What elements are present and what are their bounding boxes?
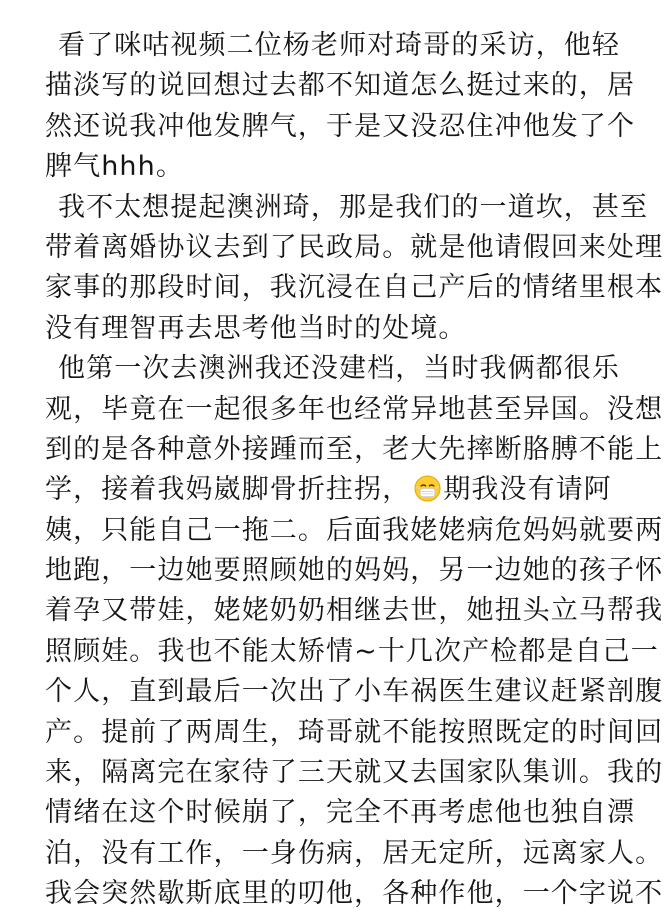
paragraph-3-line-5: 姨，只能自己一拖二。后面我姥姥病危妈妈就要两 — [45, 514, 664, 546]
paragraph-1-line-3: 然还说我冲他发脾气，于是又没忍住冲他发了个 — [45, 110, 636, 142]
paragraph-3-line-4-text-b: 期我没有请阿 — [443, 474, 612, 506]
paragraph-2-line-1: 我不太想提起澳洲琦，那是我们的一道坎，甚至 — [58, 191, 649, 223]
paragraph-1-line-2: 描淡写的说回想过去都不知道怎么挺过来的，居 — [45, 70, 636, 102]
paragraph-3-line-4-text-a: 学，接着我妈崴脚骨折拄拐， — [45, 474, 411, 506]
paragraph-3-line-13: 泊，没有工作，一身伤病，居无定所，远离家人。 — [45, 837, 664, 869]
paragraph-3-line-14: 我会突然歇斯底里的叨他，各种作他，一个字说不 — [45, 878, 664, 910]
paragraph-3-line-11: 来，隔离完在家待了三天就又去国家队集训。我的 — [45, 757, 664, 789]
paragraph-3-line-1: 他第一次去澳洲我还没建档，当时我俩都很乐 — [58, 353, 620, 385]
paragraph-3-line-4 — [45, 470, 639, 510]
paragraph-2-line-4: 没有理智再去思考他当时的处境。 — [45, 312, 467, 344]
paragraph-3-line-3: 到的是各种意外接踵而至，老大先摔断胳膊不能上 — [45, 433, 664, 465]
mask-face-emoji-icon — [414, 475, 441, 502]
paragraph-3-line-12: 情绪在这个时候崩了，完全不再考虑他也独自漂 — [45, 797, 636, 829]
paragraph-1-line-1: 看了咪咕视频二位杨老师对琦哥的采访，他轻 — [58, 30, 620, 61]
paragraph-3-line-2: 观，毕竟在一起很多年也经常异地甚至异国。没想 — [45, 393, 664, 425]
paragraph-3-line-9: 个人，直到最后一次出了小车祸医生建议赶紧剖腹 — [45, 676, 664, 708]
paragraph-3-line-10: 产。提前了两周生，琦哥就不能按照既定的时间回 — [45, 716, 664, 748]
paragraph-1-line-4: 脾气hhh。 — [45, 151, 184, 183]
paragraph-2-line-3: 家事的那段时间，我沉浸在自己产后的情绪里根本 — [45, 272, 664, 304]
paragraph-3-line-8: 照顾娃。我也不能太矫情~十几次产检都是自己一 — [45, 635, 659, 667]
paragraph-2-line-2: 带着离婚协议去到了民政局。就是他请假回来处理 — [45, 231, 664, 263]
paragraph-3-line-6: 地跑，一边她要照顾她的妈妈，另一边她的孩子怀 — [45, 555, 664, 587]
paragraph-3-line-7: 着孕又带娃，姥姥奶奶相继去世，她扭头立马帮我 — [45, 595, 664, 627]
